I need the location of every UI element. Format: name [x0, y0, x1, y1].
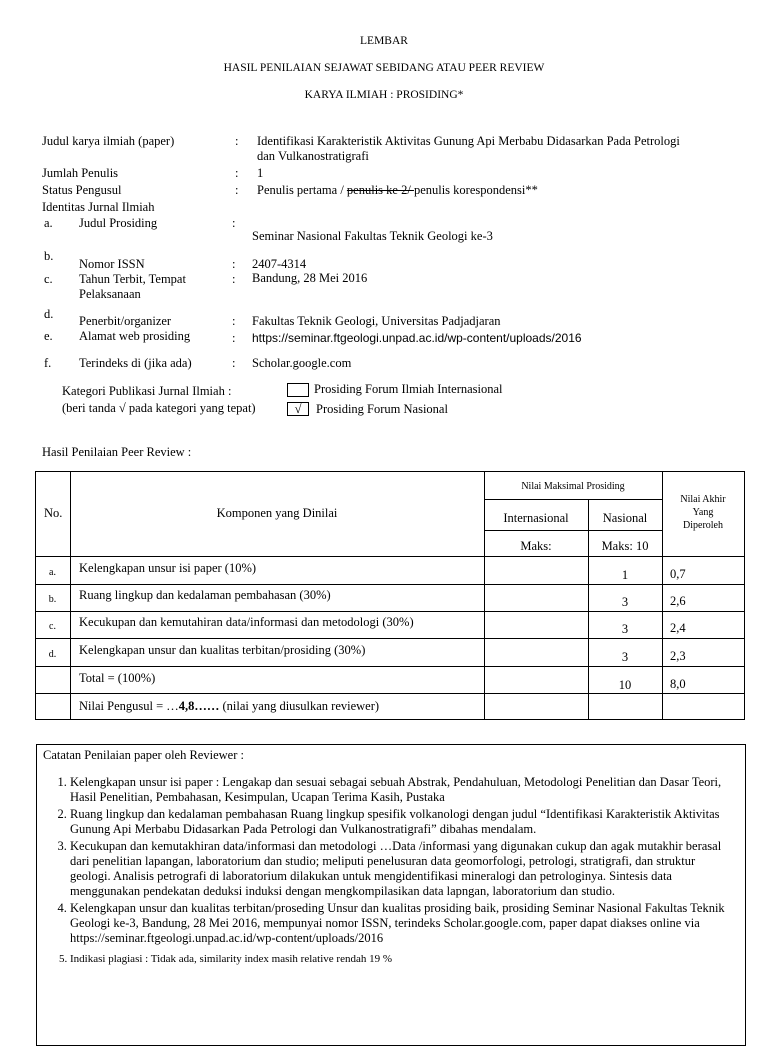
kategori-option-internasional: Prosiding Forum Ilmiah Internasional [314, 382, 503, 396]
table-row-no: d. [48, 649, 57, 660]
status-value-struck: penulis ke 2/ [346, 183, 414, 197]
identitas-letter-d: d. [44, 307, 54, 321]
identitas-value-f: Scholar.google.com [252, 356, 352, 370]
pengusul-label: Nilai Pengusul = … [79, 699, 179, 713]
identitas-colon-c: : [232, 272, 236, 286]
table-row-no: a. [49, 567, 56, 578]
list-item: 3. Kecukupan dan kemutakhiran data/informasi dan metodologi …Data /informasi yang digunakan cukup dan agak mutakhir berasal dari penelitian lapangan, laboratorium dan studio; meliputi penelusuran data geomorfologi, petrologi, stratigrafi, dan struktur geologi. Analisis petrografi di laboratorium dilakukan untuk mengidentifikasi mineralogi dan petrologinya. Sintesis data menggunakan pendekatan deduksi induksi dengan mengkompilasikan data lapngan, laboratorium dan studio. [70, 839, 735, 899]
identitas-label-e: Alamat web prosiding [79, 329, 191, 343]
kategori-label-2: (beri tanda √ pada kategori yang tepat) [62, 401, 256, 415]
table-row-akhir: 2,6 [670, 594, 686, 608]
status-colon: : [235, 183, 239, 197]
identitas-value-a: Seminar Nasional Fakultas Teknik Geologi ke-3 [252, 229, 493, 243]
table-row-no: c. [49, 621, 56, 632]
catatan-title: Catatan Penilaian paper oleh Reviewer : [43, 748, 244, 762]
kategori-checkbox-internasional[interactable] [287, 383, 309, 397]
identitas-label-c-2: Pelaksanaan [79, 287, 141, 301]
table-row-komponen: Ruang lingkup dan kedalaman pembahasan (30%) [79, 588, 331, 602]
table-maks-internasional: Maks: [520, 539, 552, 553]
identitas-colon-e: : [232, 331, 236, 345]
table-header-akhir-1: Nilai Akhir [680, 494, 726, 505]
table-header-nilai-maks: Nilai Maksimal Prosiding [521, 481, 625, 492]
header-line-3: KARYA ILMIAH : PROSIDING* [304, 89, 464, 101]
table-row-komponen: Kelengkapan unsur isi paper (10%) [79, 561, 257, 575]
table-header-komponen: Komponen yang Dinilai [216, 506, 338, 520]
table-grid-line [35, 638, 745, 639]
catatan-box [36, 744, 746, 1046]
table-row-akhir: 0,7 [670, 567, 686, 581]
identitas-letter-a: a. [44, 216, 53, 230]
table-grid-line [35, 471, 745, 472]
table-total-nasional: 10 [618, 678, 632, 692]
header-line-1: LEMBAR [360, 35, 408, 47]
identitas-value-d: Fakultas Teknik Geologi, Universitas Padjadjaran [252, 314, 501, 328]
table-header-nasional: Nasional [602, 511, 648, 525]
table-grid-line [35, 666, 745, 667]
table-row-akhir: 2,4 [670, 621, 686, 635]
table-row-akhir: 2,3 [670, 649, 686, 663]
table-row-nasional: 1 [621, 568, 629, 582]
table-header-akhir [662, 493, 744, 532]
pengusul-value: 4,8…… [178, 699, 220, 713]
table-grid-line [484, 471, 485, 720]
catatan-list [37, 775, 735, 967]
table-row-komponen: Kecukupan dan kemutahiran data/informasi dan metodologi (30%) [79, 615, 414, 629]
kategori-option-nasional: Prosiding Forum Nasional [316, 402, 448, 416]
identitas-label-d: Penerbit/organizer [79, 314, 172, 328]
judul-label: Judul karya ilmiah (paper) [42, 134, 175, 148]
identitas-colon-d: : [232, 314, 236, 328]
table-grid-line [35, 611, 745, 612]
table-row-nasional: 3 [621, 622, 629, 636]
identitas-label-a: Judul Prosiding [79, 216, 158, 230]
table-nilai-pengusul [79, 699, 379, 714]
identitas-label-c: Tahun Terbit, Tempat [79, 272, 186, 286]
table-grid-line [744, 471, 745, 720]
table-grid-line [35, 693, 745, 694]
status-label: Status Pengusul [42, 183, 122, 197]
judul-value-2: dan Vulkanostratigrafi [257, 149, 369, 163]
identitas-label-b: Nomor ISSN [79, 257, 145, 271]
kategori-label-1: Kategori Publikasi Jurnal Ilmiah : [62, 384, 232, 398]
identitas-value-b: 2407-4314 [252, 257, 307, 271]
identitas-letter-f: f. [44, 356, 52, 370]
jumlah-value: 1 [257, 166, 264, 180]
pengusul-note: (nilai yang diusulkan reviewer) [219, 699, 380, 713]
table-row-komponen: Kelengkapan unsur dan kualitas terbitan/prosiding (30%) [79, 643, 366, 657]
table-row-nasional: 3 [621, 650, 629, 664]
identitas-colon-b: : [232, 257, 236, 271]
identitas-colon-f: : [232, 356, 236, 370]
identitas-value-c: Bandung, 28 Mei 2016 [252, 271, 368, 285]
status-value-corresponding: penulis korespondensi** [413, 183, 538, 197]
list-item: 2. Ruang lingkup dan kedalaman pembahasan Ruang lingkup spesifik volkanologi dengan judul “Identifikasi Karakteristik Aktivitas Gunung Api Merbabu Didasarkan Pada Petrologi dan Vulkanostratigrafi” dibahas mendalam. [70, 807, 735, 837]
table-header-no: No. [44, 506, 63, 520]
table-grid-line [484, 499, 662, 500]
table-grid-line [35, 556, 745, 557]
identitas-value-e: https://seminar.ftgeologi.unpad.ac.id/wp-content/uploads/2016 [252, 331, 582, 345]
jumlah-colon: : [235, 166, 239, 180]
table-maks-nasional: Maks: 10 [601, 539, 649, 553]
table-row-nasional: 3 [621, 595, 629, 609]
identitas-colon-a: : [232, 216, 236, 230]
identitas-letter-b: b. [44, 249, 54, 263]
judul-colon: : [235, 134, 239, 148]
hasil-label: Hasil Penilaian Peer Review : [42, 445, 192, 459]
table-total-label: Total = (100%) [79, 671, 156, 685]
identitas-letter-e: e. [44, 329, 53, 343]
status-value [257, 183, 538, 198]
kategori-checkbox-nasional[interactable]: √ [287, 402, 309, 416]
table-grid-line [484, 530, 662, 531]
jumlah-label: Jumlah Penulis [42, 166, 119, 180]
table-header-internasional: Internasional [503, 511, 569, 525]
status-value-first: Penulis pertama / [257, 183, 347, 197]
table-header-akhir-3: Diperoleh [683, 520, 723, 531]
identitas-letter-c: c. [44, 272, 53, 286]
identitas-label-f: Terindeks di (jika ada) [79, 356, 192, 370]
list-item: 1. Kelengkapan unsur isi paper : Lengakap dan sesuai sebagai sebuah Abstrak, Pendahuluan, Metodologi Penelitian dan Dasar Teori, Hasil Penelitian, Pembahasan, Kesimpulan, Ucapan Terima Kasih, Pustaka [70, 775, 735, 805]
table-header-akhir-2: Yang [692, 507, 714, 518]
list-item: 4. Kelengkapan unsur dan kualitas terbitan/proseding Unsur dan kualitas prosiding baik, prosiding Seminar Nasional Fakultas Teknik Geologi ke-3, Bandung, 28 Mei 2016, mempunyai nomor ISSN, terindeks Scholar.google.com, paper dapat diakses online via https://seminar.ftgeologi.unpad.ac.id/wp-content/uploads/2016 [70, 901, 735, 946]
judul-value-1: Identifikasi Karakteristik Aktivitas Gunung Api Merbabu Didasarkan Pada Petrologi [257, 134, 680, 148]
table-total-akhir: 8,0 [670, 677, 686, 691]
table-grid-line [35, 719, 745, 720]
header-line-2: HASIL PENILAIAN SEJAWAT SEBIDANG ATAU PEER REVIEW [223, 62, 545, 74]
table-grid-line [35, 584, 745, 585]
identitas-label: Identitas Jurnal Ilmiah [42, 200, 155, 214]
list-item: 5. Indikasi plagiasi : Tidak ada, similarity index masih relative rendah 19 % [70, 952, 735, 967]
table-row-no: b. [48, 594, 57, 605]
